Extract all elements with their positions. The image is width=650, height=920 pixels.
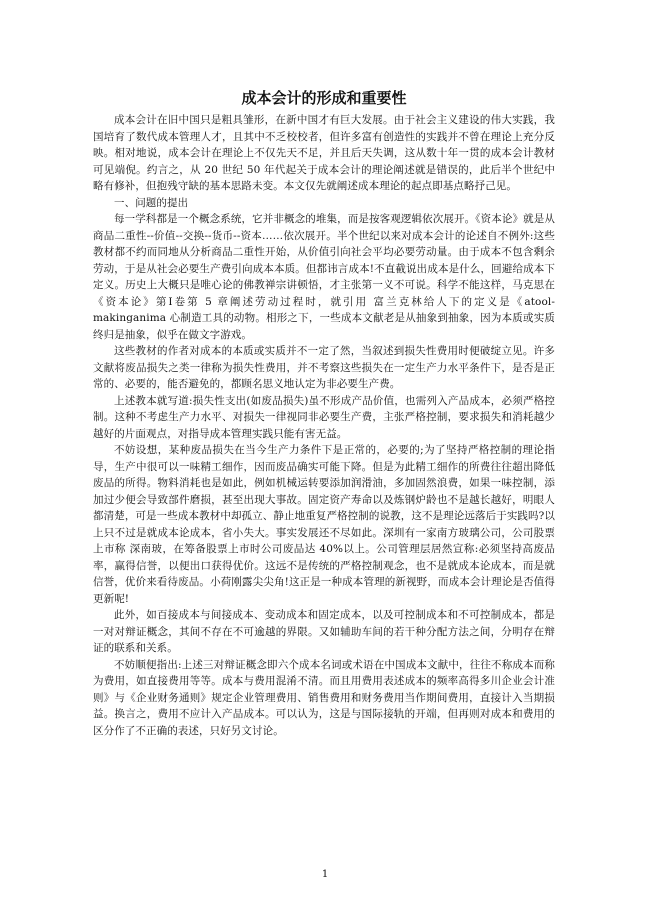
paragraph: 每一学科都是一个概念系统，它并非概念的堆集，而是按客观逻辑依次展开。《资本论》就是从商品二重性--价值--交换--货币--资本……依次展开。半个世纪以来对成本会计的论述自不例外:这些教材都不约而同地从分析商品二重性开始，从价值引向社会平均必要劳动量。由于成本不包含剩余劳动，于是从社会必要生产费引向成本本质。但都讳言成本!不直截说出成本是什么，回避给成本下定义。历史上大概只是唯心论的佛教禅宗讲顿悟，才主张第一义不可说。科学不能这样，马克思在《资本论》第Ⅰ卷第 5 章阐述劳动过程时，就引用 富兰克林给人下的定义是《atool-makinganima 心制造工具的动物。相形之下，一些成本文献老是从抽象到抽象，因为本质或实质终归是抽象，似乎在做文字游戏。 <box>93 213 555 341</box>
paragraph: 上述教本就写道:损失性支出(如废品损失)虽不形成产品价值，也需列入产品成本，必须严格控制。这种不考虑生产力水平、对损失一律视同非必要生产费，主张严格控制，要求损失和消耗越少越好的片面观点，对指导成本管理实践只能有害无益。 <box>93 394 555 440</box>
paragraph: 这些教材的作者对成本的本质或实质并不一定了然，当叙述到损失性费用时便破绽立见。许多文献将废品损失之类一律称为损失性费用，并不考察这些损失在一定生产力水平条件下，是否是正常的、必要的，能否避免的，都顾名思义地认定为非必要生产费。 <box>93 345 555 390</box>
paragraph-intro: 成本会计在旧中国只是粗具雏形，在新中国才有巨大发展。由于社会主义建设的伟大实践，我国培育了数代成本管理人才，且其中不乏校校者，但许多富有创造性的实践并不曾在理论上充分反映。相对地说，成本会计在理论上不仅先天不足，并且后天失调，这从数十年一贯的成本会计教材可见端倪。约言之，从 20 世纪 50 年代起关于成本会计的理论阐述就是错误的，此后半个世纪中略有修补，但抱残守缺的基本思路未变。本文仅先就阐述成本理论的起点即基点略抒己见。 <box>93 114 555 192</box>
section-heading: 一、问题的提出 <box>114 196 189 209</box>
page-title: 成本会计的形成和重要性 <box>241 89 407 107</box>
paragraph: 不妨设想，某种废品损失在当今生产力条件下是正常的，必要的;为了坚持严格控制的理论指导，生产中很可以一味精工细作，因而废品确实可能下降。但是为此精工细作的所费往往超出降低废品的所得。物料消耗也是如此，例如机械运转要添加润滑油，多加固然浪费，如果一味控制，添加过少便会导致部件磨损，甚至出现大事故。固定资产寿命以及炼钢炉龄也不是越长越好，明眼人都清楚，可是一些成本教材中却孤立、静止地重复严格控制的说教，这不是理论远落后于实践吗?以上只不过是就成本论成本，省小失大。事实发展还不尽如此。深圳有一家南方玻璃公司，公司股票上市称 深南玻，在筹备股票上市时公司废品达 40%以上。公司管理层居然宣称:必须坚持高废品率，赢得信誉，以便出口获得优价。这远不是传统的严格控制观念，也不是就成本论成本，而是就信誉，优价来看待废品。小荷刚露尖尖角!这正是一种成本管理的新视野，而成本会计理论是否值得更新呢! <box>93 444 555 605</box>
paragraph: 不妨顺便指出:上述三对辩证概念即六个成本名词或术语在中国成本文献中，往往不称成本而称为费用，如直接费用等等。成本与费用混淆不清。而且用费用表述成本的频率高得多川企业会计准则》与《企业财务通则》规定企业管理费用、销售费用和财务费用当作期间费用，直接计入当期损益。换言之，费用不应计入产品成本。可以认为，这是与国际接轨的开端，但再则对成本和费用的区分作了不正确的表述，只好另文讨论。 <box>93 658 555 737</box>
document-body <box>93 88 555 739</box>
page-number: 1 <box>321 869 329 880</box>
paragraph: 此外，如百接成本与间接成本、变动成本和固定成本，以及可控制成本和不可控制成本，都是一对对辩证概念，其间不存在不可逾越的界限。又如辅助车间的若干种分配方法之间，分明存在辩证的联系和关系。 <box>93 609 555 654</box>
